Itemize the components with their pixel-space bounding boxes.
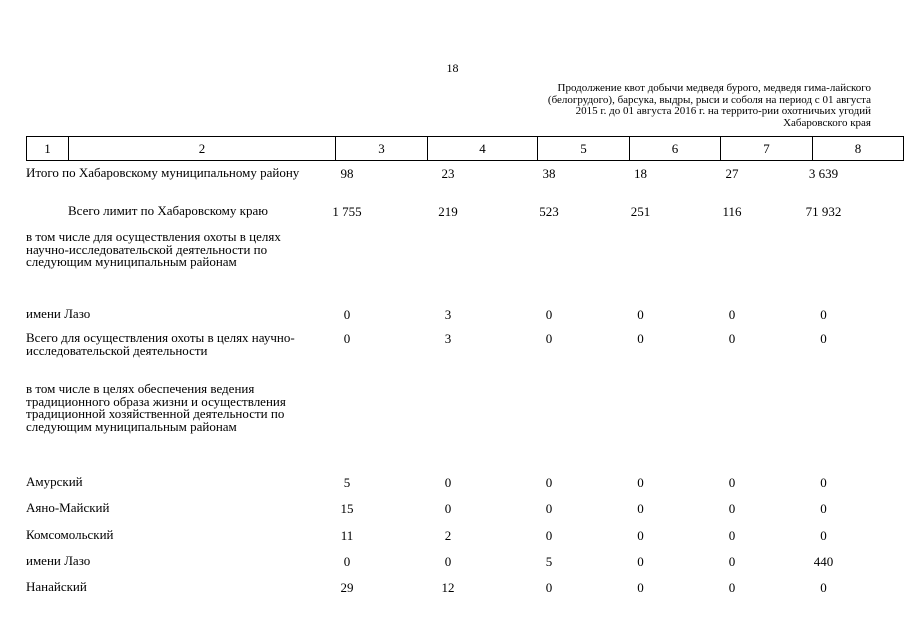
value-cell [503, 383, 595, 476]
column-number-1: 1 [27, 137, 69, 161]
value-cell: 0 [343, 307, 351, 322]
value-cell: 0 [637, 528, 644, 543]
table-row [26, 555, 869, 581]
column-number-6: 6 [630, 137, 721, 161]
value-cell [686, 231, 778, 308]
value-cell: 12 [441, 580, 455, 595]
quota-table [26, 167, 869, 605]
table-row [26, 502, 869, 529]
value-cell: 11 [340, 528, 354, 543]
table-row [26, 308, 869, 332]
value-cell: 0 [728, 307, 736, 322]
value-cell: 0 [637, 331, 644, 346]
row-label: имени Лазо [26, 553, 91, 568]
value-cell [393, 231, 503, 308]
value-cell: 0 [637, 501, 644, 516]
value-cell: 23 [441, 166, 455, 181]
column-number-3: 3 [336, 137, 428, 161]
value-cell: 0 [728, 331, 736, 346]
value-cell: 0 [545, 501, 553, 516]
table-row [26, 581, 869, 605]
value-cell [301, 231, 393, 308]
value-cell [595, 383, 686, 476]
row-label: Аяно-Майский [26, 500, 110, 515]
value-cell [686, 383, 778, 476]
table-row [26, 529, 869, 555]
value-cell: 0 [820, 580, 827, 595]
value-cell [503, 231, 595, 308]
value-cell: 0 [728, 528, 736, 543]
table-row [26, 383, 869, 476]
value-cell: 0 [820, 331, 827, 346]
value-cell: 0 [545, 307, 553, 322]
table-row [26, 205, 869, 231]
value-cell: 27 [725, 166, 739, 181]
value-cell: 18 [634, 166, 647, 181]
value-cell: 440 [813, 554, 834, 569]
value-cell: 0 [728, 501, 736, 516]
table-column-numbers [26, 136, 904, 161]
value-cell: 3 [444, 331, 452, 346]
table-row [26, 231, 869, 308]
value-cell: 0 [728, 475, 736, 490]
value-cell: 0 [343, 331, 351, 346]
value-cell: 0 [444, 475, 452, 490]
page-number: 18 [446, 61, 459, 75]
value-cell: 0 [637, 475, 644, 490]
row-label: имени Лазо [26, 306, 91, 321]
value-cell: 15 [340, 501, 354, 516]
value-cell: 0 [637, 580, 644, 595]
value-cell: 29 [340, 580, 354, 595]
row-label: Амурский [26, 474, 83, 489]
value-cell: 3 [444, 307, 452, 322]
value-cell: 251 [630, 204, 651, 219]
value-cell: 5 [545, 554, 553, 569]
value-cell: 71 932 [805, 204, 842, 219]
value-cell [778, 383, 869, 476]
value-cell [393, 383, 503, 476]
table-row [26, 476, 869, 502]
value-cell: 0 [728, 580, 736, 595]
table-row [26, 332, 869, 383]
value-cell: 0 [545, 528, 553, 543]
value-cell: 0 [545, 580, 553, 595]
column-number-5: 5 [538, 137, 630, 161]
value-cell: 98 [340, 166, 354, 181]
row-label: в том числе в целях обеспечения ведения традиционного образа жизни и осуществления традиционной хозяйственной деятельности по следующим муниципальным районам [26, 381, 286, 434]
value-cell: 5 [343, 475, 351, 490]
value-cell: 2 [444, 528, 452, 543]
value-cell [595, 231, 686, 308]
value-cell: 0 [444, 501, 452, 516]
value-cell: 0 [444, 554, 452, 569]
value-cell: 0 [820, 307, 827, 322]
column-number-2: 2 [69, 137, 336, 161]
value-cell: 0 [637, 554, 644, 569]
row-label: Всего лимит по Хабаровскому краю [68, 203, 268, 218]
value-cell: 0 [545, 331, 553, 346]
row-label: Нанайский [26, 579, 87, 594]
value-cell: 1 755 [332, 204, 362, 219]
table-caption: Продолжение квот добычи медведя бурого, медведя гима-лайского (белогрудого), барсука, выдры, рыси и соболя на период с 01 августа 2015 г. до 01 августа 2016 г. на террито-рии охотничьих угодий Хабаровского края [547, 82, 871, 129]
value-cell: 0 [820, 528, 827, 543]
row-label: Комсомольский [26, 527, 114, 542]
column-number-8: 8 [813, 137, 904, 161]
value-cell: 0 [343, 554, 351, 569]
value-cell: 0 [820, 475, 827, 490]
value-cell: 38 [542, 166, 556, 181]
value-cell: 219 [438, 204, 458, 219]
value-cell: 0 [820, 501, 827, 516]
value-cell [301, 383, 393, 476]
row-label: Итого по Хабаровскому муниципальному району [26, 165, 300, 180]
value-cell: 116 [722, 204, 742, 219]
value-cell: 0 [637, 307, 644, 322]
value-cell: 523 [539, 204, 559, 219]
table-row [26, 167, 869, 205]
row-label: Всего для осуществления охоты в целях научно-исследовательской деятельности [26, 330, 295, 358]
column-number-7: 7 [721, 137, 813, 161]
value-cell: 0 [545, 475, 553, 490]
row-label: в том числе для осуществления охоты в целях научно-исследовательской деятельности по следующим муниципальным районам [26, 229, 281, 270]
value-cell [778, 231, 869, 308]
value-cell: 0 [728, 554, 736, 569]
column-number-4: 4 [428, 137, 538, 161]
value-cell: 3 639 [808, 166, 839, 181]
